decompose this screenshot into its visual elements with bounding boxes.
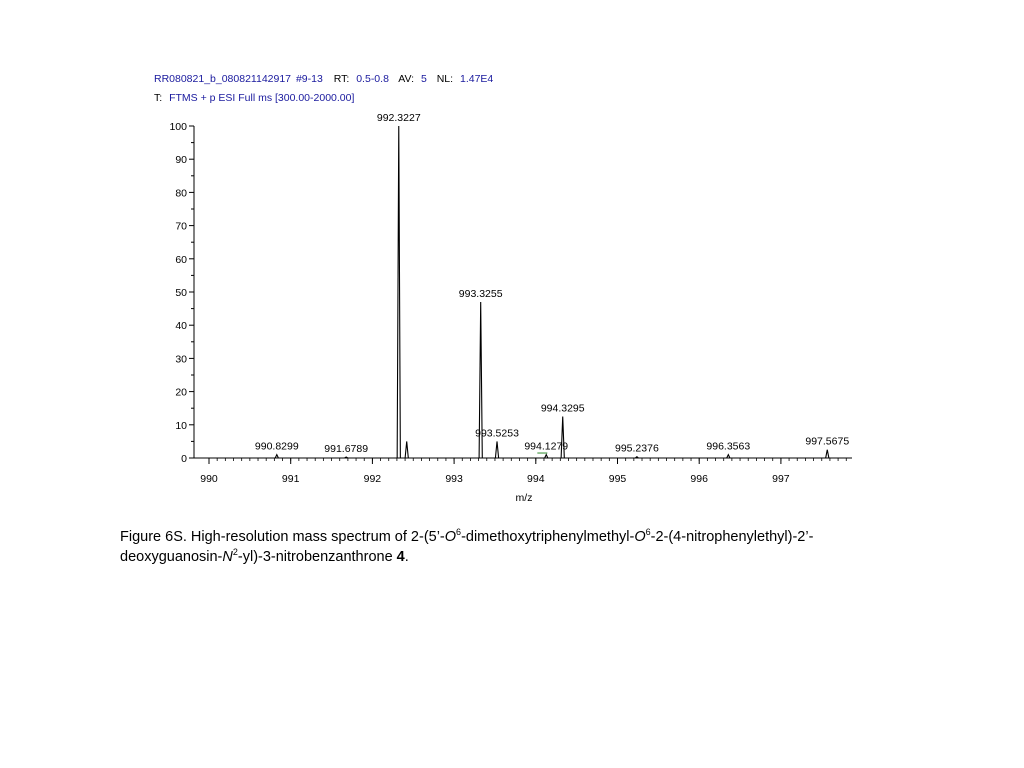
peak-label: 996.3563: [706, 440, 751, 453]
nl-label: NL:: [436, 73, 454, 85]
x-axis-label: m/z: [515, 492, 533, 504]
peak-label: 993.3255: [458, 287, 503, 300]
nl-value: 1.47E4: [459, 73, 494, 85]
caption-n-superscript: 2: [232, 547, 238, 558]
y-tick-label: 50: [175, 287, 187, 299]
figure-caption: [120, 527, 820, 567]
x-axis-ticks: [200, 458, 846, 485]
y-tick-label: 60: [175, 253, 187, 266]
peak-label: 994.1279: [524, 440, 569, 453]
caption-end: .: [404, 549, 409, 565]
y-tick-label: 20: [175, 386, 187, 399]
y-axis-ticks: [169, 121, 194, 465]
caption-o-letter-2: O: [634, 529, 646, 545]
scan-range: #9-13: [295, 73, 323, 85]
caption-o-letter: O: [444, 529, 457, 545]
peak-label: 990.8299: [254, 440, 299, 453]
x-tick-label: 993: [445, 473, 463, 485]
spectrum-peak: [495, 441, 498, 458]
peak-label: 997.5675: [805, 435, 850, 448]
x-tick-label: 996: [690, 473, 708, 485]
spectrum-peak: [405, 441, 408, 458]
spectrum-peak: [826, 450, 829, 458]
scan-filter: FTMS + p ESI Full ms [300.00-2000.00]: [169, 92, 355, 104]
filter-prefix: T:: [154, 92, 163, 104]
x-tick-label: 995: [608, 473, 627, 485]
caption-n-letter: N: [222, 549, 233, 565]
y-tick-label: 80: [175, 187, 187, 200]
y-tick-label: 70: [175, 220, 187, 233]
caption-prefix: Figure 6S. High-resolution mass spectrum of 2-(5’-: [120, 529, 445, 545]
caption-suffix: -yl)-3-nitrobenzanthrone: [237, 549, 397, 565]
caption-mid: -dimethoxytriphenylmethyl-: [461, 529, 635, 545]
peak-label: 995.2376: [615, 442, 659, 455]
caption-after-o: -2-(4-nitrophenylethyl)-2’-deoxyguanosin-: [120, 529, 814, 565]
x-tick-label: 997: [772, 473, 790, 485]
y-tick-label: 0: [181, 453, 187, 465]
av-value: 5: [420, 73, 427, 85]
raw-file-name: RR080821_b_080821142917: [154, 73, 292, 85]
caption-o-superscript: 6: [456, 527, 462, 538]
y-tick-label: 90: [175, 154, 187, 167]
y-tick-label: 100: [169, 121, 187, 133]
peak-label: 994.3295: [540, 402, 585, 415]
rt-value: 0.5-0.8: [356, 73, 389, 85]
caption-compound-number: 4: [396, 549, 405, 565]
av-label: AV:: [398, 73, 415, 85]
rt-label: RT:: [333, 73, 350, 85]
y-tick-label: 40: [175, 320, 187, 333]
peak-label: 993.5253: [475, 427, 519, 440]
x-tick-label: 990: [200, 473, 218, 485]
scan-header: [154, 73, 493, 85]
spectrum-peak: [397, 126, 400, 458]
y-tick-label: 10: [175, 419, 187, 432]
y-tick-label: 30: [175, 353, 187, 366]
scan-filter-line: [154, 92, 354, 104]
peak-labels: [255, 112, 849, 455]
x-tick-label: 992: [363, 473, 382, 485]
x-tick-label: 994: [527, 473, 545, 485]
caption-o-superscript-2: 6: [645, 527, 651, 538]
x-tick-label: 991: [281, 473, 300, 485]
peak-label: 992.3227: [376, 112, 421, 124]
peak-label: 991.6789: [324, 443, 369, 456]
